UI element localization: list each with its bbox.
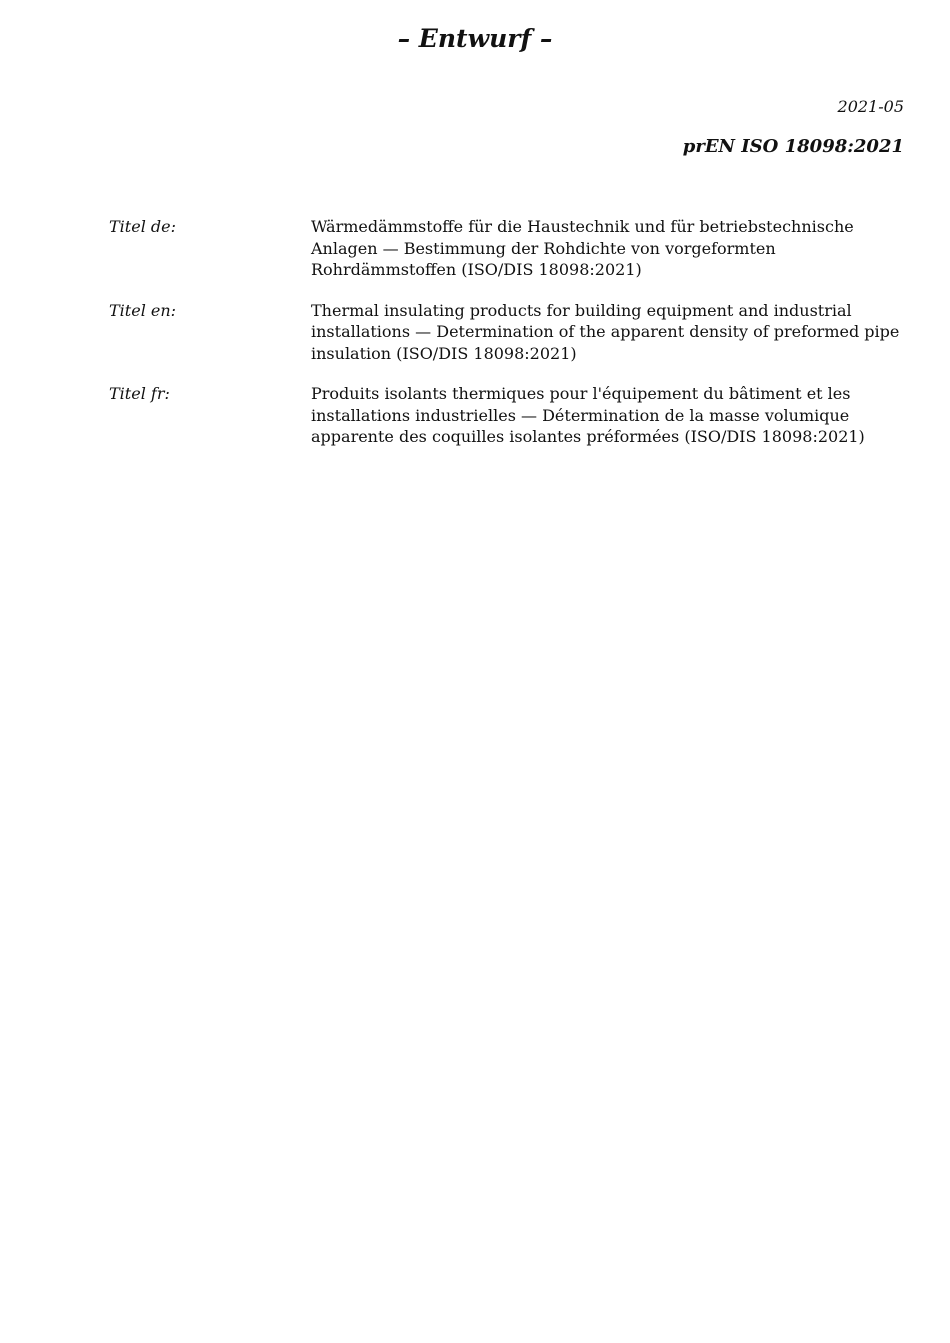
title-row-fr [109,383,909,448]
title-label-en: Titel en: [109,300,177,320]
title-label-fr: Titel fr: [109,384,170,403]
title-text-de: Wärmedämmstoffe für die Haustechnik und für betriebstechnische Anlagen — Bestimmung der Rohdichte von vorgeformten Rohrdämmstoffen (ISO/DIS 18098:2021) [311,217,854,279]
title-text-en: Thermal insulating products for building equipment and industrial installations — Determination of the apparent density of preformed pipe insulation (ISO/DIS 18098:2021) [311,300,900,363]
draft-label: – Entwurf – [397,24,553,53]
title-row-en [109,300,909,365]
document-number: prEN ISO 18098:2021 [682,136,904,157]
titles-list [109,216,909,467]
title-row-de [109,216,909,281]
title-label-de: Titel de: [109,217,176,236]
document-date: 2021-05 [837,97,904,116]
title-text-fr: Produits isolants thermiques pour l'équipement du bâtiment et les installations industrielles — Détermination de la masse volumique apparente des coquilles isolantes préformées (ISO/DIS 18098:2021) [311,384,865,446]
